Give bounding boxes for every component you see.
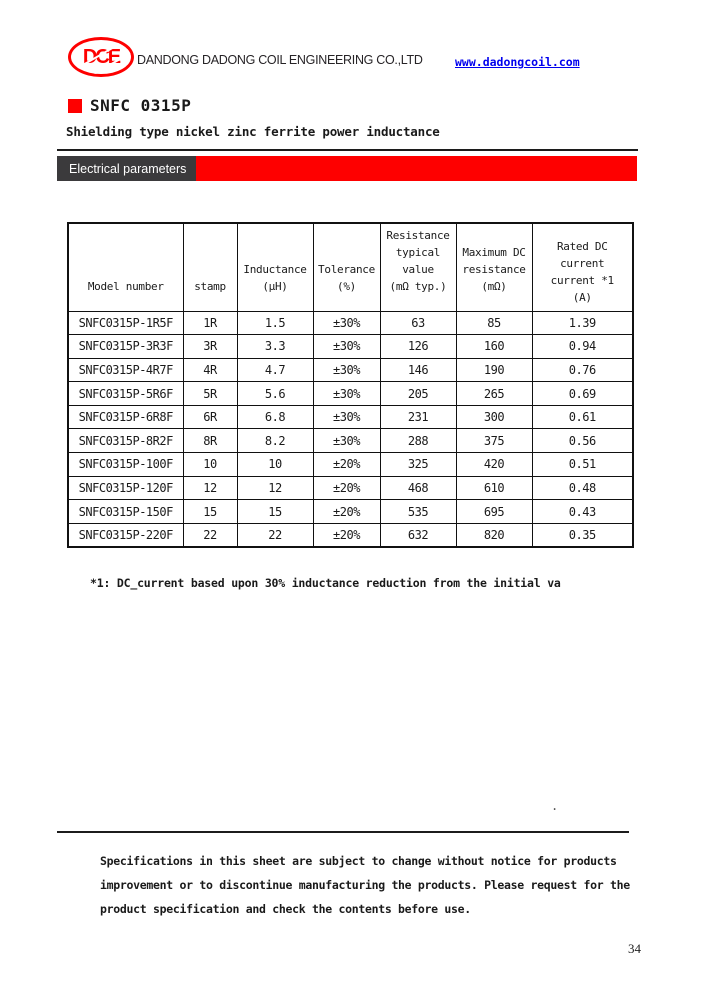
table-row — [68, 405, 633, 429]
table-cell: SNFC0315P-6R8F — [68, 405, 183, 429]
table-cell: 0.51 — [532, 453, 633, 477]
table-cell: 15 — [183, 500, 237, 524]
table-cell: 820 — [456, 523, 532, 547]
table-cell: ±20% — [313, 476, 380, 500]
table-cell: SNFC0315P-150F — [68, 500, 183, 524]
product-code-title: SNFC 0315P — [90, 96, 192, 115]
table-cell: SNFC0315P-1R5F — [68, 311, 183, 335]
title-divider-rule — [57, 149, 638, 151]
table-cell: 0.94 — [532, 335, 633, 359]
table-row — [68, 311, 633, 335]
footnote: *1: DC_current based upon 30% inductance reduction from the initial va — [90, 576, 561, 590]
column-header: stamp — [183, 223, 237, 311]
banner-red-bar — [196, 156, 637, 181]
table-cell: 610 — [456, 476, 532, 500]
table-row — [68, 453, 633, 477]
table-cell: 420 — [456, 453, 532, 477]
disclaimer-line: Specifications in this sheet are subject to change without notice for products — [100, 854, 617, 868]
column-header: Inductance (μH) — [237, 223, 313, 311]
table-row — [68, 358, 633, 382]
table-cell: 5.6 — [237, 382, 313, 406]
table-row — [68, 476, 633, 500]
column-header: Maximum DC resistance (mΩ) — [456, 223, 532, 311]
table-cell: ±30% — [313, 335, 380, 359]
table-cell: 85 — [456, 311, 532, 335]
table-cell: 300 — [456, 405, 532, 429]
table-cell: 10 — [183, 453, 237, 477]
table-cell: 1.39 — [532, 311, 633, 335]
table-cell: 535 — [380, 500, 456, 524]
disclaimer-line: improvement or to discontinue manufacturing the products. Please request for the — [100, 878, 630, 892]
company-name: DANDONG DADONG COIL ENGINEERING CO.,LTD — [137, 53, 423, 67]
table-row — [68, 335, 633, 359]
table-header-row — [68, 223, 633, 311]
table-cell: SNFC0315P-100F — [68, 453, 183, 477]
table-cell: 1R — [183, 311, 237, 335]
column-header: Tolerance (%) — [313, 223, 380, 311]
table-cell: 0.69 — [532, 382, 633, 406]
table-cell: 12 — [237, 476, 313, 500]
table-cell: SNFC0315P-5R6F — [68, 382, 183, 406]
table-cell: 0.48 — [532, 476, 633, 500]
table-row — [68, 382, 633, 406]
table-cell: 63 — [380, 311, 456, 335]
electrical-parameters-table — [67, 222, 634, 548]
table-cell: ±20% — [313, 453, 380, 477]
table-cell: ±20% — [313, 523, 380, 547]
table-cell: 12 — [183, 476, 237, 500]
table-cell: 22 — [183, 523, 237, 547]
logo-text: DCE — [82, 46, 120, 68]
table-cell: 22 — [237, 523, 313, 547]
table-cell: 8.2 — [237, 429, 313, 453]
table-cell: SNFC0315P-8R2F — [68, 429, 183, 453]
table-cell: 126 — [380, 335, 456, 359]
table-cell: 160 — [456, 335, 532, 359]
company-logo — [68, 37, 134, 77]
table-cell: ±30% — [313, 311, 380, 335]
disclaimer-line: product specification and check the contents before use. — [100, 902, 471, 916]
footer-divider-rule — [57, 831, 629, 833]
table-cell: 15 — [237, 500, 313, 524]
table-cell: 6.8 — [237, 405, 313, 429]
table-cell: 4.7 — [237, 358, 313, 382]
table-cell: 695 — [456, 500, 532, 524]
column-header: Resistance typical value (mΩ typ.) — [380, 223, 456, 311]
table-cell: 0.43 — [532, 500, 633, 524]
table-cell: ±30% — [313, 382, 380, 406]
section-title: Electrical parameters — [57, 156, 196, 181]
website-link[interactable]: www.dadongcoil.com — [455, 55, 580, 69]
table-cell: ±30% — [313, 358, 380, 382]
stray-period: . — [551, 799, 559, 813]
table-cell: 10 — [237, 453, 313, 477]
table-cell: 468 — [380, 476, 456, 500]
table-row — [68, 500, 633, 524]
table-cell: 0.76 — [532, 358, 633, 382]
table-row — [68, 429, 633, 453]
table-cell: 0.35 — [532, 523, 633, 547]
table-row — [68, 523, 633, 547]
table-cell: 0.56 — [532, 429, 633, 453]
table-cell: 190 — [456, 358, 532, 382]
table-cell: SNFC0315P-3R3F — [68, 335, 183, 359]
table-cell: 0.61 — [532, 405, 633, 429]
table-cell: 231 — [380, 405, 456, 429]
table-cell: 265 — [456, 382, 532, 406]
table-cell: SNFC0315P-120F — [68, 476, 183, 500]
logo-ellipse-icon — [68, 37, 134, 77]
table-cell: 3R — [183, 335, 237, 359]
table-cell: 3.3 — [237, 335, 313, 359]
table-cell: ±20% — [313, 500, 380, 524]
table-cell: 375 — [456, 429, 532, 453]
table-cell: 6R — [183, 405, 237, 429]
table-cell: 146 — [380, 358, 456, 382]
column-header: Rated DC current current *1 (A) — [532, 223, 633, 311]
table-body — [68, 311, 633, 547]
product-description: Shielding type nickel zinc ferrite power inductance — [66, 124, 440, 139]
table-cell: 4R — [183, 358, 237, 382]
page-number: 34 — [628, 941, 641, 956]
table-cell: ±30% — [313, 405, 380, 429]
table-cell: 5R — [183, 382, 237, 406]
disclaimer-text — [100, 849, 630, 921]
column-header: Model number — [68, 223, 183, 311]
table-cell: 632 — [380, 523, 456, 547]
red-square-bullet-icon — [68, 99, 82, 113]
table-cell: SNFC0315P-4R7F — [68, 358, 183, 382]
table-cell: 1.5 — [237, 311, 313, 335]
table-cell: 8R — [183, 429, 237, 453]
table-cell: 325 — [380, 453, 456, 477]
table-cell: ±30% — [313, 429, 380, 453]
table-cell: 288 — [380, 429, 456, 453]
section-banner — [57, 156, 637, 181]
table-cell: 205 — [380, 382, 456, 406]
table-cell: SNFC0315P-220F — [68, 523, 183, 547]
